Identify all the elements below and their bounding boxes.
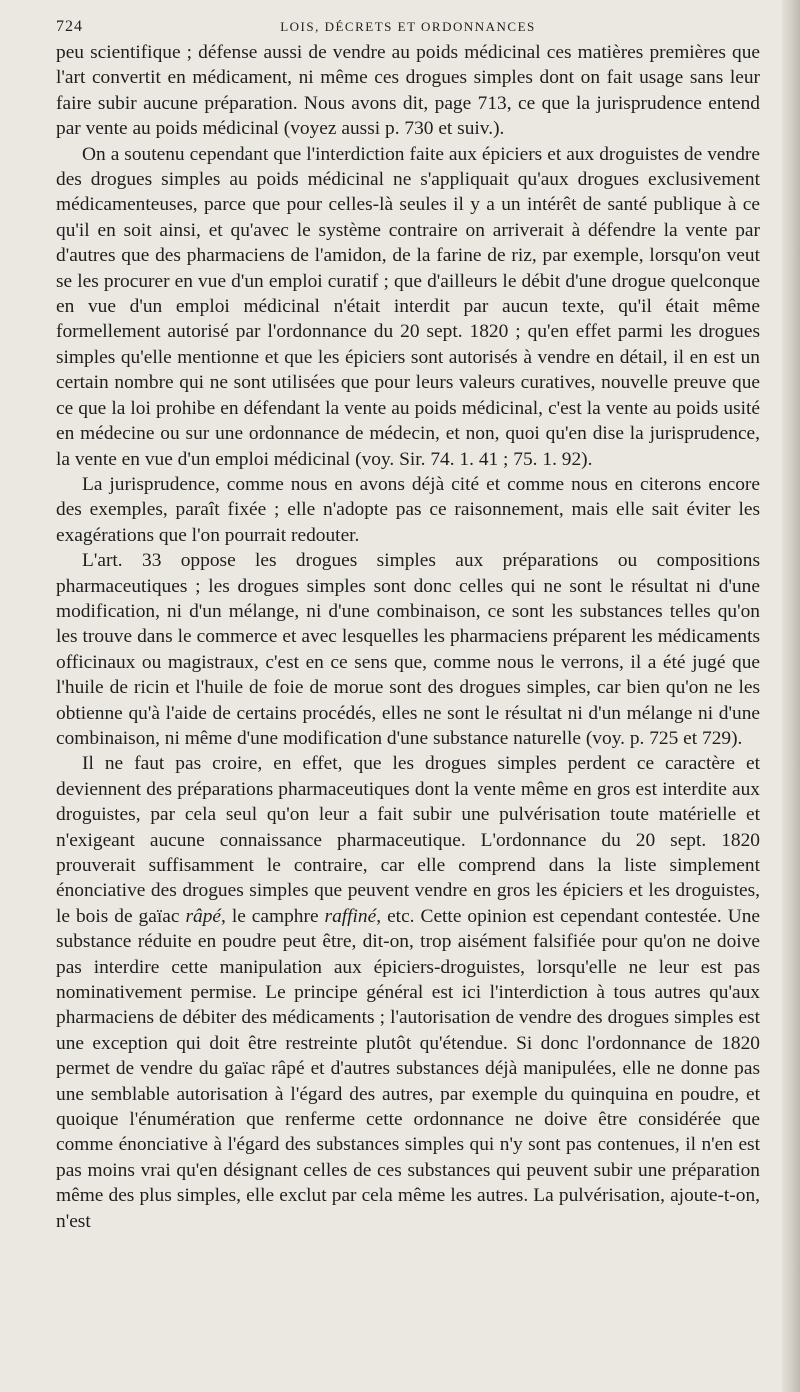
paragraph	[56, 751, 760, 1234]
italic-text: râpé	[185, 905, 221, 927]
paragraph	[56, 548, 760, 751]
page-number: 724	[56, 18, 83, 35]
page-edge	[782, 0, 800, 1392]
italic-text: raffiné	[324, 905, 377, 927]
paragraph	[56, 142, 760, 472]
page-body	[56, 40, 760, 1234]
running-title: LOIS, DÉCRETS ET ORDONNANCES	[280, 19, 536, 34]
paragraph-text: La jurisprudence, comme nous en avons déjà cité et comme nous en citerons encore des exemples, paraît fixée ; elle n'adopte pas ce raisonnement, mais elle sait éviter les exagérations que l'on pourrait redouter.	[56, 473, 760, 546]
paragraph-text: , le camphre	[221, 905, 325, 927]
paragraph-text: Il ne faut pas croire, en effet, que les drogues simples perdent ce caractère et deviennent des préparations pharmaceutiques dont la vente même en gros est interdite aux droguistes, par cela seul qu'on leur a fait subir une pulvérisation toute matérielle et n'exigeant aucune connaissance pharmaceutique. L'ordonnance du 20 sept. 1820 prouverait suffisamment le contraire, car elle comprend dans la liste simplement énonciative des drogues simples que peuvent vendre en gros les épiciers et les droguistes, le bois de gaïac	[56, 753, 760, 927]
paragraph-text: L'art. 33 oppose les drogues simples aux préparations ou compositions pharmaceutiques ; les drogues simples sont donc celles qui ne sont le résultat ni d'une modification, ni d'un mélange, ni d'une combinaison, ce sont les substances telles qu'on les trouve dans le commerce et avec lesquelles les pharmaciens préparent les médicaments officinaux ou magistraux, c'est en ce sens que, comme nous le verrons, il a été jugé que l'huile de ricin et l'huile de foie de morue sont des drogues simples, car bien qu'on ne les obtienne qu'à l'aide de certains procédés, elles ne sont le résultat ni d'un mélange ni d'une combinaison, ni même d'une modification d'une substance naturelle (voy. p. 725 et 729).	[56, 550, 760, 749]
paragraph	[56, 40, 760, 142]
paragraph	[56, 472, 760, 548]
paragraph-text: peu scientifique ; défense aussi de vendre au poids médicinal ces matières premières que l'art convertit en médicament, ni même ces drogues simples dont on fait usage sans leur faire subir aucune préparation. Nous avons dit, page 713, ce que la jurisprudence entend par vente au poids médicinal (voyez aussi p. 730 et suiv.).	[56, 42, 760, 140]
page-header	[56, 14, 760, 40]
paragraph-text: On a soutenu cependant que l'interdiction faite aux épiciers et aux droguistes de vendre des drogues simples au poids médicinal ne s'appliquait qu'aux drogues exclusivement médicamenteuses, parce que pour celles-là seules il y a un intérêt de santé publique à ce qu'il en soit ainsi, et qu'avec le système contraire on arriverait à défendre la vente par d'autres que des pharmaciens de l'amidon, de la farine de riz, par exemple, lorsqu'on veut se les procurer en vue d'un emploi curatif ; que d'ailleurs le débit d'une drogue quelconque en vue d'un emploi médicinal n'était interdit par aucun texte, qu'il était même formellement autorisé par l'ordonnance du 20 sept. 1820 ; qu'en effet parmi les drogues simples qu'elle mentionne et que les épiciers sont autorisés à vendre en détail, il en est un certain nombre qui ne sont utilisées que pour leurs valeurs curatives, nouvelle preuve que ce que la loi prohibe en défendant la vente au poids médicinal, c'est la vente au poids usité en médecine ou sur une ordonnance de médecin, et non, quoi qu'en dise la jurisprudence, la vente en vue d'un emploi médicinal (voy. Sir. 74. 1. 41 ; 75. 1. 92).	[56, 143, 760, 470]
paragraph-text: , etc. Cette opinion est cependant contestée. Une substance réduite en poudre peut être, dit-on, trop aisément falsifiée pour qu'on ne doive pas interdire cette manipulation aux épiciers-droguistes, lorsqu'elle ne leur est pas nominativement permise. Le principe général est ici l'interdiction à tous autres qu'aux pharmaciens de débiter des médicaments ; l'autorisation de vendre des drogues simples est une exception qui doit être restreinte plutôt qu'étendue. Si donc l'ordonnance de 1820 permet de vendre du gaïac râpé et d'autres substances déjà manipulées, elle ne donne pas une semblable autorisation à l'égard des autres, par exemple du quinquina en poudre, et quoique l'énumération que renferme cette ordonnance ne doive être considérée que comme énonciative à l'égard des substances simples qui n'y sont pas contenues, il n'en est pas moins vrai qu'en désignant celles de ces substances qui peuvent subir une préparation même des plus simples, elle exclut par cela même les autres. La pulvérisation, ajoute-t-on, n'est	[56, 905, 760, 1232]
